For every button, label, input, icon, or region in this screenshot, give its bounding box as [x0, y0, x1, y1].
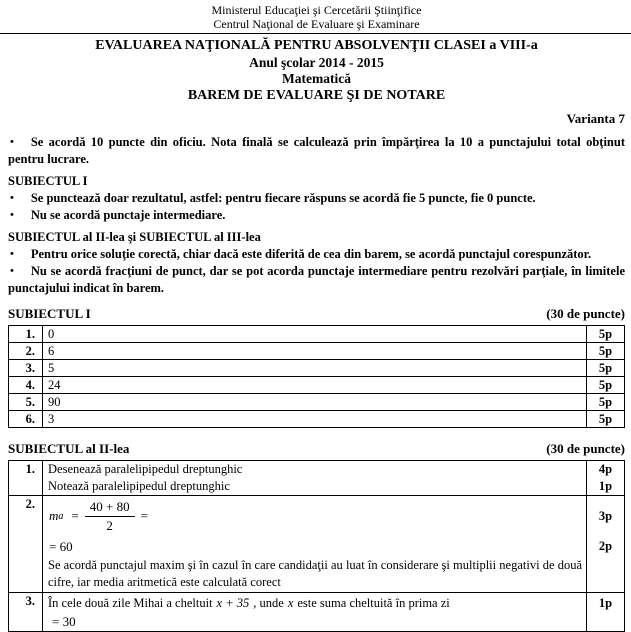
item-solution — [43, 496, 587, 593]
section-2-points: (30 de puncte) — [546, 441, 625, 456]
table-row — [9, 394, 625, 411]
item-answer: 90 — [43, 394, 587, 411]
school-year: Anul şcolar 2014 - 2015 — [249, 55, 384, 70]
bullet-icon: • — [10, 136, 14, 148]
table-row — [9, 343, 625, 360]
solution-text: În cele două zile Mihai a cheltuit — [48, 596, 213, 610]
item-number: 1. — [9, 326, 43, 343]
variant-label: Varianta 7 — [566, 111, 625, 126]
item-points: 5p — [587, 377, 625, 394]
instructions — [0, 134, 631, 297]
math-variable: x — [287, 596, 294, 610]
item-points: 5p — [587, 411, 625, 428]
item-answer: 3 — [43, 411, 587, 428]
item-points: 5p — [587, 326, 625, 343]
item-solution — [43, 593, 587, 632]
instruction-heading: SUBIECTUL I — [8, 174, 88, 188]
instruction-heading: SUBIECTUL al II-lea şi SUBIECTUL al III-lea — [8, 230, 261, 244]
item-answer: 5 — [43, 360, 587, 377]
solution-step-clipped: = 30 — [52, 614, 76, 629]
ministry-line-2: Centrul Naţional de Evaluare şi Examinare — [213, 17, 420, 31]
bullet-icon: • — [10, 248, 14, 260]
step-points: 1p — [598, 596, 613, 610]
instruction-text: Se acordă 10 puncte din oficiu. Nota finală se calculează prin împărţirea la 10 a punctajului total obţinut pentru lucrare. — [8, 135, 625, 166]
solution-step — [43, 593, 586, 613]
fraction-denominator: 2 — [106, 517, 113, 533]
instruction-bullet — [8, 190, 625, 207]
step-points: 4p — [598, 462, 613, 476]
math-equals: = — [71, 508, 79, 523]
instruction-text: Nu se acordă punctaje intermediare. — [30, 208, 226, 222]
instruction-bullet — [8, 246, 625, 263]
solution-formula — [43, 496, 586, 536]
subiect2-table — [8, 460, 625, 632]
instruction-bullet — [8, 134, 625, 168]
section-1-points: (30 de puncte) — [546, 306, 625, 321]
table-row — [9, 461, 625, 496]
instruction-text: Pentru orice soluţie corectă, chiar dacă este diferită de cea din barem, se acordă punctajul corespunzător. — [30, 247, 592, 261]
bullet-icon: • — [10, 209, 14, 221]
solution-text: este suma cheltuită în prima zi — [297, 596, 450, 610]
math-variable: m — [49, 508, 59, 523]
instruction-bullet — [8, 263, 625, 297]
item-points: 5p — [587, 394, 625, 411]
table-row — [9, 377, 625, 394]
table-row — [9, 411, 625, 428]
header-divider — [0, 33, 631, 34]
solution-step: Notează paralelipipedul dreptunghic — [48, 479, 230, 493]
item-answer: 0 — [43, 326, 587, 343]
step-points: 1p — [598, 479, 613, 493]
subiect1-table — [8, 325, 625, 428]
item-answer: 6 — [43, 343, 587, 360]
section-1-title: SUBIECTUL I — [8, 306, 91, 321]
item-points — [587, 593, 625, 632]
bullet-icon: • — [10, 265, 14, 277]
item-number: 6. — [9, 411, 43, 428]
item-number: 3. — [9, 593, 43, 632]
ministry-line-1: Ministerul Educaţiei şi Cercetării Ştiinţifice — [211, 3, 422, 17]
table-row — [9, 593, 625, 632]
solution-text: , unde — [253, 596, 284, 610]
solution-step: Desenează paralelipipedul dreptunghic — [48, 462, 243, 476]
table-row — [9, 496, 625, 593]
item-answer: 24 — [43, 377, 587, 394]
step-points: 3p — [598, 508, 613, 523]
solution-note: Se acordă punctajul maxim şi în cazul în care candidaţii au luat în considerare şi multiplii negativi de două cifre, iar media aritmetică este calculată corect — [48, 558, 582, 589]
letterhead — [0, 3, 631, 31]
instruction-text: Se punctează doar rezultatul, astfel: pentru fiecare răspuns se acordă fie 5 puncte, fie 0 puncte. — [30, 191, 536, 205]
subject-name: Matematică — [282, 71, 351, 86]
item-number: 1. — [9, 461, 43, 496]
math-expression: x + 35 — [216, 596, 250, 610]
item-number: 2. — [9, 496, 43, 593]
title-block — [0, 37, 631, 104]
table-row — [9, 360, 625, 377]
doc-type: BAREM DE EVALUARE ŞI DE NOTARE — [187, 88, 446, 103]
table-row — [9, 326, 625, 343]
section-2-heading-row — [0, 441, 631, 457]
math-fraction — [85, 499, 135, 534]
section-1-heading-row — [0, 306, 631, 322]
bullet-icon: • — [10, 192, 14, 204]
item-number: 3. — [9, 360, 43, 377]
math-subscript: a — [58, 510, 64, 522]
page — [0, 3, 631, 632]
item-number: 4. — [9, 377, 43, 394]
item-solution — [43, 461, 587, 496]
item-points — [587, 461, 625, 496]
doc-title: EVALUAREA NAŢIONALĂ PENTRU ABSOLVENŢII CLASEI a VIII-a — [95, 38, 538, 53]
item-number: 2. — [9, 343, 43, 360]
instruction-text: Nu se acordă fracţiuni de punct, dar se pot acorda punctaje intermediare pentru rezolvări parţiale, în limitele punctajului indicat în barem. — [8, 264, 625, 295]
fraction-numerator: 40 + 80 — [85, 499, 135, 517]
section-2-title: SUBIECTUL al II-lea — [8, 441, 130, 456]
math-equals: = — [140, 508, 148, 523]
item-points — [587, 496, 625, 593]
item-number: 5. — [9, 394, 43, 411]
solution-result: = 60 — [49, 539, 73, 554]
step-points: 2p — [598, 539, 613, 553]
item-points: 5p — [587, 343, 625, 360]
item-points: 5p — [587, 360, 625, 377]
instruction-bullet — [8, 207, 625, 224]
